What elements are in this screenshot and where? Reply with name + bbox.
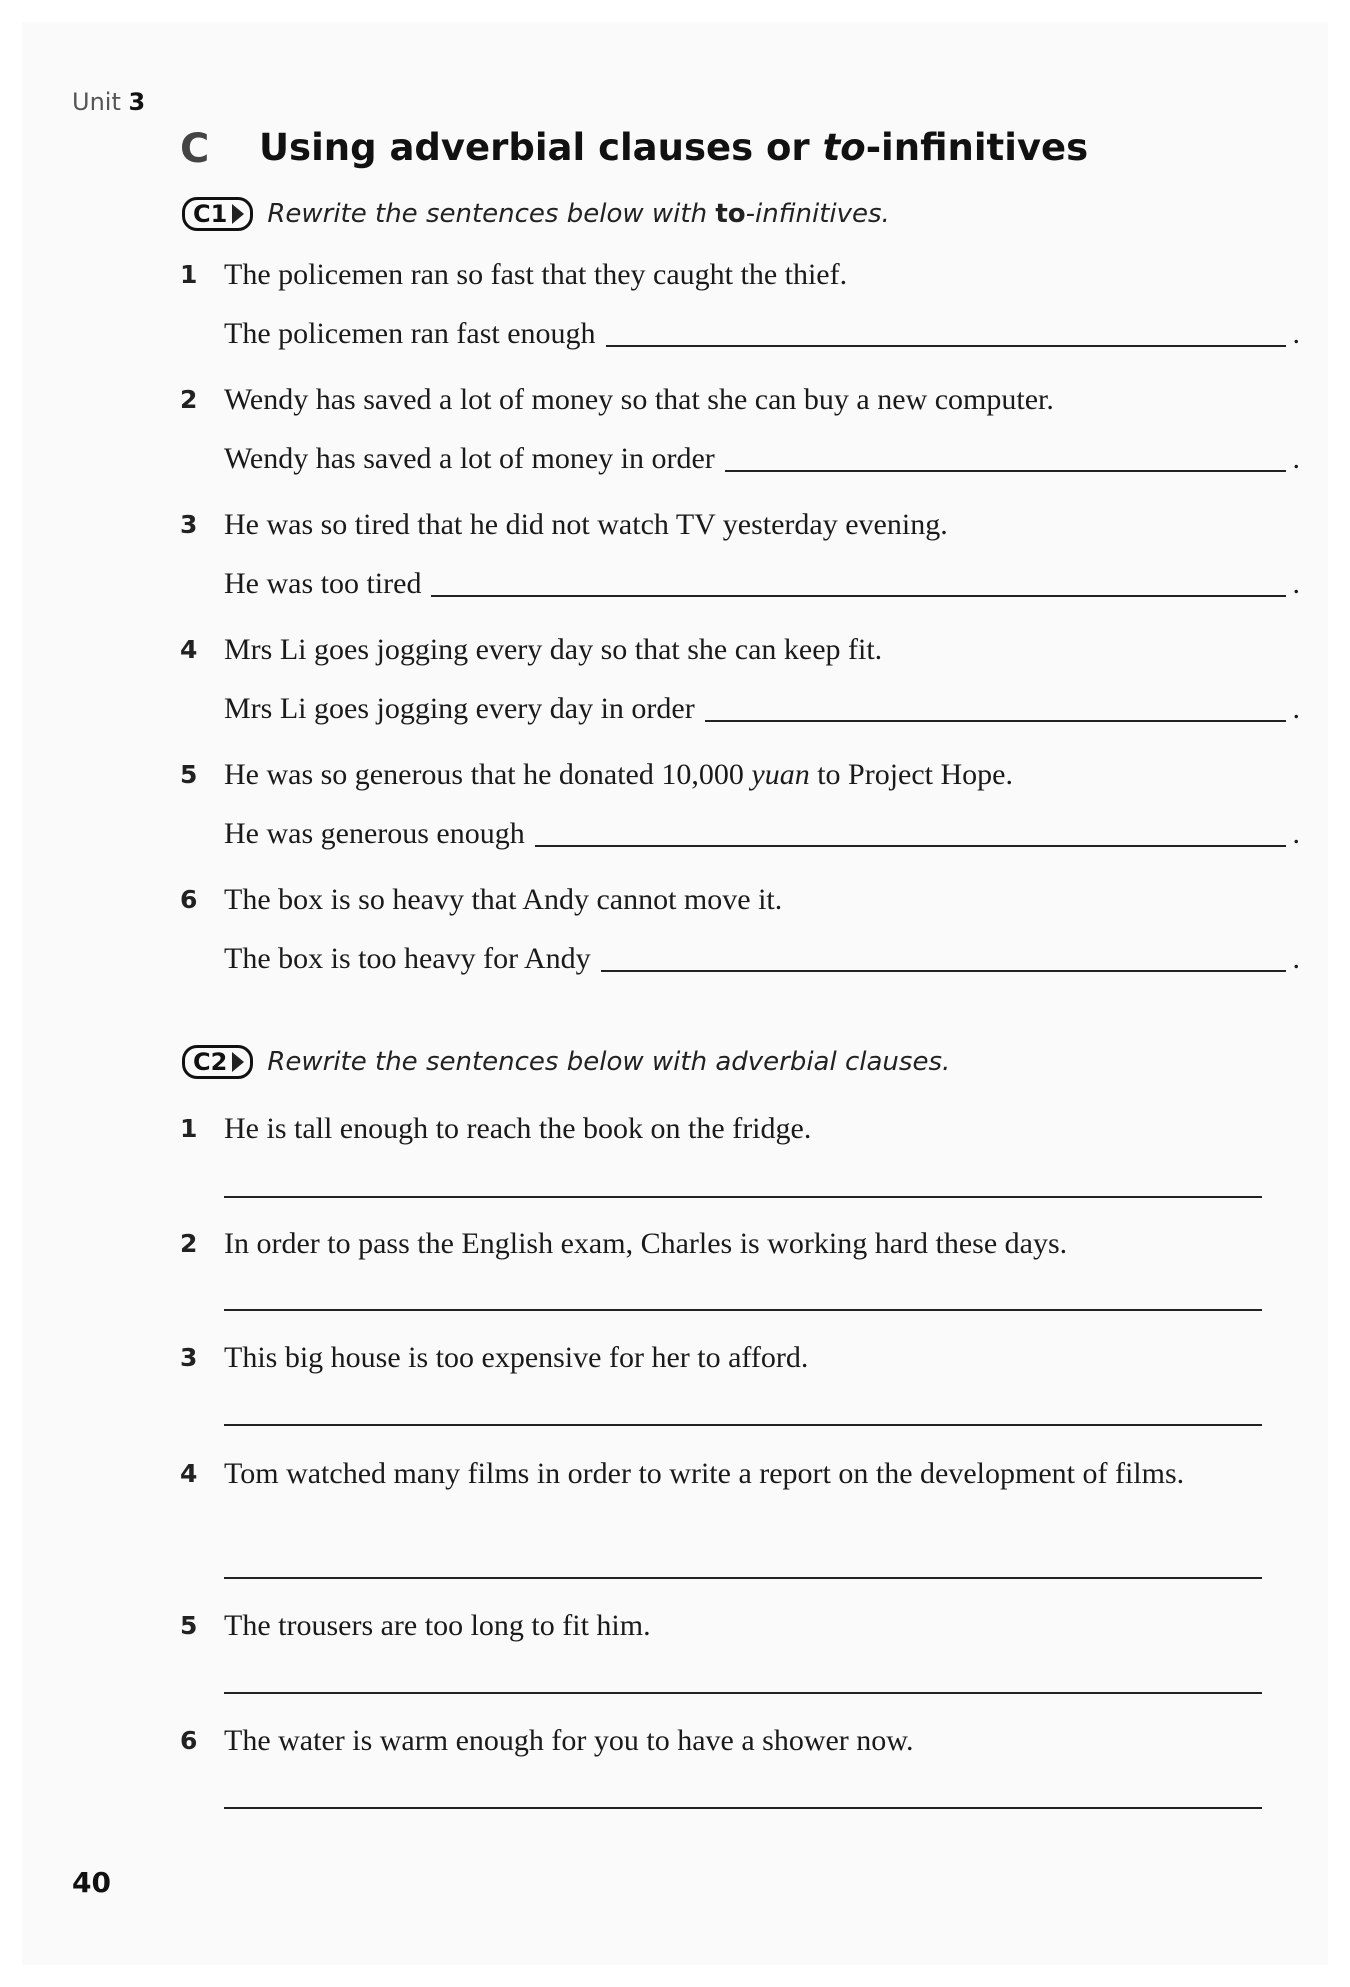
c2-answer-line-5[interactable] — [224, 1692, 1262, 1694]
item-number: 5 — [180, 1611, 198, 1640]
c2-answer-line-3[interactable] — [224, 1424, 1262, 1426]
item-number: 5 — [180, 760, 198, 789]
c2-badge — [182, 1045, 253, 1079]
section-letter: C — [180, 126, 210, 172]
period: . — [1292, 567, 1300, 600]
c2-instruction-text: Rewrite the sentences below with adverbial clauses. — [267, 1047, 951, 1077]
unit-header — [72, 88, 145, 116]
prompt-text: He was too tired — [224, 567, 422, 600]
c1-badge — [182, 197, 253, 231]
prompt-text: The box is too heavy for Andy — [224, 942, 591, 975]
period: . — [1292, 692, 1300, 725]
answer-prompt — [224, 563, 1300, 603]
c1-instruction — [182, 194, 890, 234]
answer-prompt — [224, 813, 1300, 853]
item-number: 6 — [180, 1726, 198, 1755]
play-triangle-icon — [232, 204, 244, 224]
c2-answer-line-6[interactable] — [224, 1807, 1262, 1809]
item-number: 2 — [180, 1229, 198, 1258]
sentence-pre: He was so generous that he donated 10,000 — [224, 758, 752, 791]
answer-prompt — [224, 313, 1300, 353]
section-title — [259, 126, 1088, 169]
item-number: 3 — [180, 510, 198, 539]
c2-answer-line-1[interactable] — [224, 1196, 1262, 1198]
period: . — [1292, 942, 1300, 975]
c1-instruction-post: -infinitives. — [745, 199, 890, 229]
item-number: 3 — [180, 1343, 198, 1372]
prompt-text: The policemen ran fast enough — [224, 317, 596, 350]
c1-badge-label: C1 — [193, 200, 228, 228]
item-sentence: This big house is too expensive for her to afford. — [224, 1341, 809, 1374]
item-sentence: He is tall enough to reach the book on the fridge. — [224, 1112, 812, 1145]
section-title-part2: -infinitives — [865, 126, 1089, 169]
answer-blank[interactable] — [725, 469, 1286, 472]
item-number: 2 — [180, 385, 198, 414]
item-sentence: He was so tired that he did not watch TV yesterday evening. — [224, 508, 948, 541]
item-number: 4 — [180, 1459, 198, 1488]
item-number: 1 — [180, 260, 198, 289]
item-sentence: In order to pass the English exam, Charles is working hard these days. — [224, 1227, 1068, 1260]
item-sentence: Tom watched many films in order to write a report on the development of films. — [224, 1457, 1185, 1490]
c2-answer-line-4[interactable] — [224, 1577, 1262, 1579]
item-number: 4 — [180, 635, 198, 664]
section-title-italic: to — [822, 126, 866, 169]
page-number: 40 — [72, 1866, 111, 1899]
item-sentence: The trousers are too long to fit him. — [224, 1609, 651, 1642]
c1-instruction-pre: Rewrite the sentences below with — [267, 199, 716, 229]
period: . — [1292, 817, 1300, 850]
item-sentence: The box is so heavy that Andy cannot move it. — [224, 883, 783, 916]
section-title-part1: Using adverbial clauses or — [259, 126, 823, 169]
item-number: 6 — [180, 885, 198, 914]
item-number: 1 — [180, 1114, 198, 1143]
answer-blank[interactable] — [705, 719, 1286, 722]
item-sentence: Mrs Li goes jogging every day so that she can keep fit. — [224, 633, 883, 666]
prompt-text: Mrs Li goes jogging every day in order — [224, 692, 695, 725]
c2-instruction — [182, 1042, 950, 1082]
answer-blank[interactable] — [431, 594, 1286, 597]
c1-instruction-bold: to — [715, 199, 746, 229]
answer-blank[interactable] — [535, 844, 1286, 847]
sentence-italic: yuan — [751, 758, 810, 791]
play-triangle-icon — [232, 1052, 244, 1072]
item-sentence: The water is warm enough for you to have a shower now. — [224, 1724, 914, 1757]
answer-prompt — [224, 438, 1300, 478]
c2-badge-label: C2 — [193, 1048, 228, 1076]
item-sentence: The policemen ran so fast that they caught the thief. — [224, 258, 848, 291]
prompt-text: Wendy has saved a lot of money in order — [224, 442, 715, 475]
answer-blank[interactable] — [606, 344, 1286, 347]
c1-instruction-text — [267, 199, 890, 229]
unit-label: Unit — [72, 88, 121, 116]
period: . — [1292, 442, 1300, 475]
unit-number: 3 — [128, 88, 146, 116]
prompt-text: He was generous enough — [224, 817, 525, 850]
answer-prompt — [224, 688, 1300, 728]
period: . — [1292, 317, 1300, 350]
c2-answer-line-2[interactable] — [224, 1309, 1262, 1311]
answer-blank[interactable] — [601, 969, 1286, 972]
answer-prompt — [224, 938, 1300, 978]
item-sentence: Wendy has saved a lot of money so that she can buy a new computer. — [224, 383, 1054, 416]
sentence-post: to Project Hope. — [809, 758, 1013, 791]
item-sentence — [224, 756, 1013, 794]
